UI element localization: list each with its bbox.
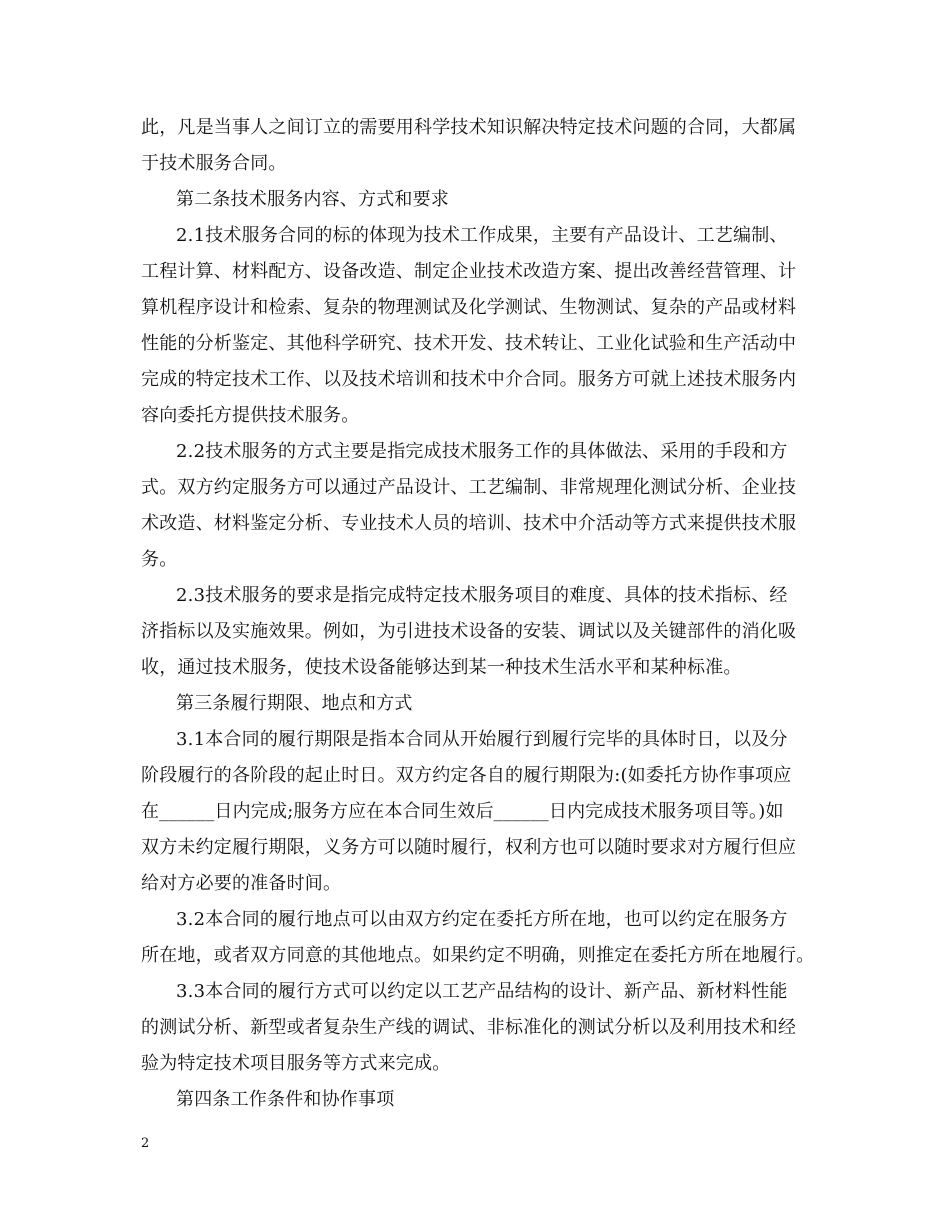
text-line: 济指标以及实施效果。例如，为引进技术设备的安装、调试以及关键部件的消化吸 (141, 621, 797, 642)
text-line: 性能的分析鉴定、其他科学研究、技术开发、技术转让、工业化试验和生产活动中 (141, 333, 797, 354)
text-line: 的测试分析、新型或者复杂生产线的调试、非标准化的测试分析以及利用技术和经 (141, 1017, 797, 1038)
text-line: 2.2技术服务的方式主要是指完成技术服务工作的具体做法、采用的手段和方 (176, 441, 788, 462)
text-line: 验为特定技术项目服务等方式来完成。 (141, 1053, 451, 1074)
text-line: 此，凡是当事人之间订立的需要用科学技术知识解决特定技术问题的合同，大都属 (141, 117, 797, 138)
page-number: 2 (141, 1136, 150, 1151)
text-line: 3.1本合同的履行期限是指本合同从开始履行到履行完毕的具体时日，以及分 (176, 729, 788, 750)
text-line: 式。双方约定服务方可以通过产品设计、工艺编制、非常规理化测试分析、企业技 (141, 477, 797, 498)
text-line: 算机程序设计和检索、复杂的物理测试及化学测试、生物测试、复杂的产品或材料 (141, 297, 797, 318)
text-line: 容向委托方提供技术服务。 (141, 405, 360, 426)
section-heading: 第四条工作条件和协作事项 (176, 1089, 395, 1110)
text-line: 阶段履行的各阶段的起止时日。双方约定各自的履行期限为:(如委托方协作事项应 (141, 765, 792, 786)
text-line: 3.2本合同的履行地点可以由双方约定在委托方所在地，也可以约定在服务方 (176, 909, 788, 930)
section-heading: 第二条技术服务内容、方式和要求 (176, 189, 449, 210)
text-line: 在______日内完成;服务方应在本合同生效后______日内完成技术服务项目等。)如 (141, 801, 784, 822)
text-line: 完成的特定技术工作、以及技术培训和技术中介合同。服务方可就上述技术服务内 (141, 369, 797, 390)
text-line: 3.3本合同的履行方式可以约定以工艺产品结构的设计、新产品、新材料性能 (176, 981, 788, 1002)
text-line: 收，通过技术服务，使技术设备能够达到某一种技术生活水平和某种标准。 (141, 657, 742, 678)
text-line: 双方未约定履行期限，义务方可以随时履行，权利方也可以随时要求对方履行但应 (141, 837, 797, 858)
text-line: 务。 (141, 549, 178, 570)
text-line: 给对方必要的准备时间。 (141, 873, 342, 894)
text-line: 2.1技术服务合同的标的体现为技术工作成果，主要有产品设计、工艺编制、 (176, 225, 788, 246)
text-line: 术改造、材料鉴定分析、专业技术人员的培训、技术中介活动等方式来提供技术服 (141, 513, 797, 534)
text-line: 所在地，或者双方同意的其他地点。如果约定不明确，则推定在委托方所在地履行。 (141, 945, 815, 966)
text-line: 2.3技术服务的要求是指完成特定技术服务项目的难度、具体的技术指标、经 (176, 585, 788, 606)
text-line: 于技术服务合同。 (141, 153, 287, 174)
section-heading: 第三条履行期限、地点和方式 (176, 693, 413, 714)
text-line: 工程计算、材料配方、设备改造、制定企业技术改造方案、提出改善经营管理、计 (141, 261, 797, 282)
